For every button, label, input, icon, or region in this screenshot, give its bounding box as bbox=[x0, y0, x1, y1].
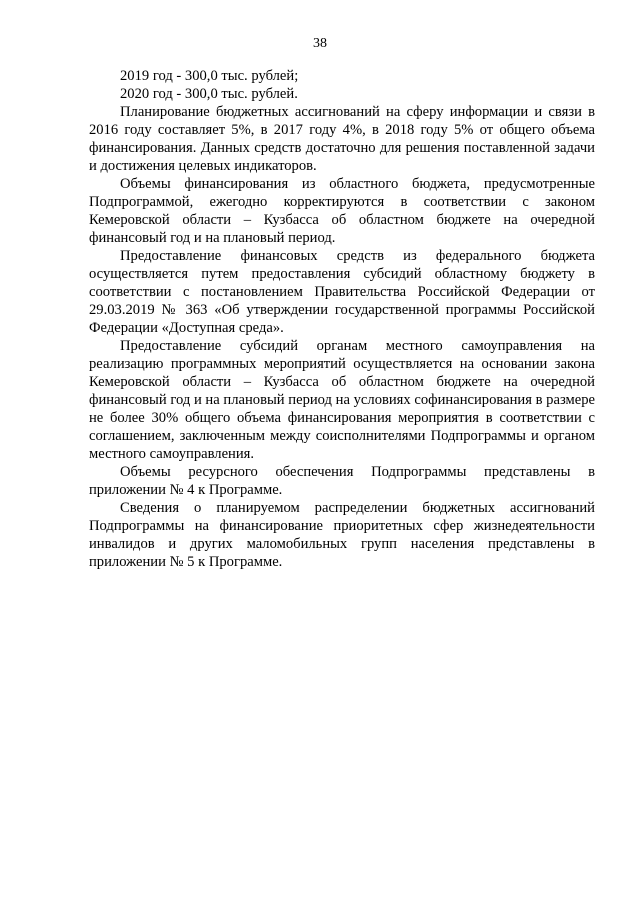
paragraph-local-subsidies: Предоставление субсидий органам местного самоуправления на реализацию программных мероприятий осуществляется на основании закона Кемеровской области – Кузбасса об областном бюджете на очередной финансовый год и на плановый период на условиях софинансирования в размере не более 30% общего объема финансирования мероприятия в соответствии с соглашением, заключенным между соисполнителями Подпрограммы и органом местного самоуправления. bbox=[89, 338, 595, 462]
funding-line-2020: 2020 год - 300,0 тыс. рублей. bbox=[120, 86, 298, 102]
paragraph-budget-planning: Планирование бюджетных ассигнований на сферу информации и связи в 2016 году составляет 5%, в 2017 году 4%, в 2018 году 5% от общего объема финансирования. Данных средств достаточно для решения поставленной задачи и достижения целевых индикаторов. bbox=[89, 104, 595, 174]
document-body bbox=[89, 67, 595, 571]
paragraph-federal-funds: Предоставление финансовых средств из федерального бюджета осуществляется путем предоставления субсидий областному бюджету в соответствии с постановлением Правительства Российской Федерации от 29.03.2019 № 363 «Об утверждении государственной программы Российской Федерации «Доступная среда». bbox=[89, 248, 595, 336]
paragraph-regional-funding: Объемы финансирования из областного бюджета, предусмотренные Подпрограммой, ежегодно корректируются в соответствии с законом Кемеровской области – Кузбасса об областном бюджете на очередной финансовый год и на плановый период. bbox=[89, 176, 595, 246]
page-number: 38 bbox=[313, 36, 327, 51]
paragraph-budget-distribution: Сведения о планируемом распределении бюджетных ассигнований Подпрограммы на финансирование приоритетных сфер жизнедеятельности инвалидов и других маломобильных групп населения представлены в приложении № 5 к Программе. bbox=[89, 500, 595, 570]
paragraph-resource-volumes: Объемы ресурсного обеспечения Подпрограммы представлены в приложении № 4 к Программе. bbox=[89, 464, 595, 498]
funding-line-2019: 2019 год - 300,0 тыс. рублей; bbox=[120, 68, 299, 84]
